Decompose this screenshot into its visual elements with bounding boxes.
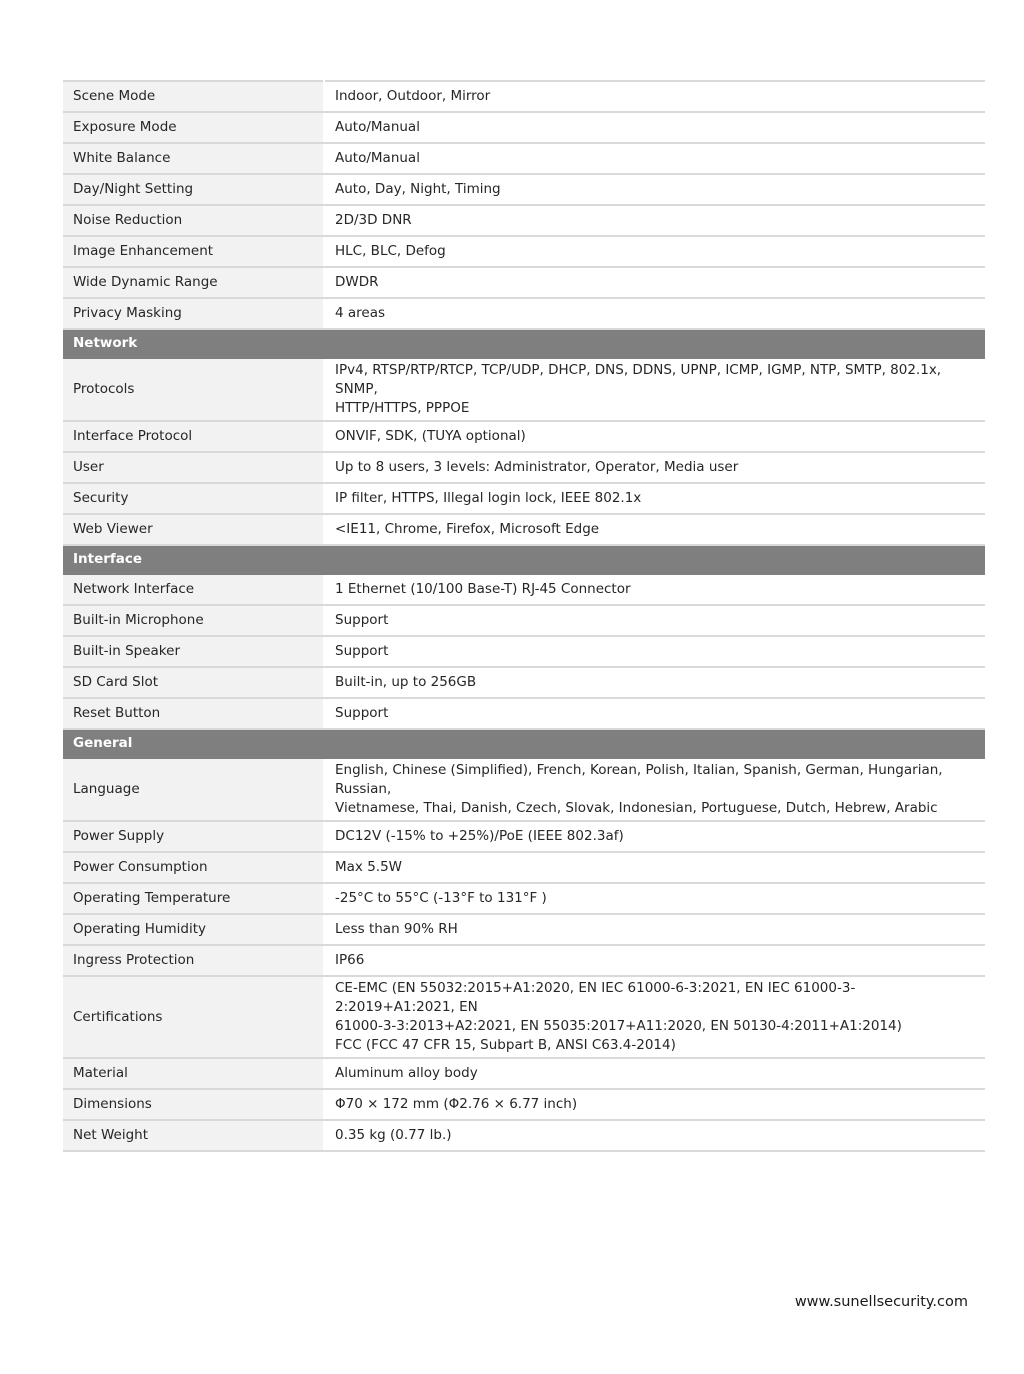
spec-value: Max 5.5W <box>324 852 985 883</box>
spec-label: Network Interface <box>63 574 324 605</box>
spec-label: Wide Dynamic Range <box>63 267 324 298</box>
spec-value: Less than 90% RH <box>324 914 985 945</box>
spec-label: Built-in Speaker <box>63 636 324 667</box>
spec-value: ONVIF, SDK, (TUYA optional) <box>324 421 985 452</box>
spec-label: Operating Humidity <box>63 914 324 945</box>
spec-value: Support <box>324 636 985 667</box>
spec-value <box>324 358 985 421</box>
spec-label: Image Enhancement <box>63 236 324 267</box>
footer-website-url: www.sunellsecurity.com <box>794 1294 968 1310</box>
spec-row-interface-protocol <box>63 421 985 452</box>
spec-row-dimensions <box>63 1089 985 1120</box>
spec-label: Operating Temperature <box>63 883 324 914</box>
section-title: Network <box>63 329 985 358</box>
spec-row-protocols <box>63 358 985 421</box>
spec-label: Reset Button <box>63 698 324 729</box>
spec-value-line: HTTP/HTTPS, PPPOE <box>335 400 470 416</box>
section-header-interface <box>63 545 985 574</box>
spec-label: Web Viewer <box>63 514 324 545</box>
spec-value-line: 61000-3-3:2013+A2:2021, EN 55035:2017+A11:2020, EN 50130-4:2011+A1:2014) <box>335 1018 902 1034</box>
spec-row-sd-card-slot <box>63 667 985 698</box>
spec-label: Security <box>63 483 324 514</box>
spec-row-user <box>63 452 985 483</box>
spec-row-scene-mode <box>63 81 985 112</box>
section-title: Interface <box>63 545 985 574</box>
spec-value: Auto, Day, Night, Timing <box>324 174 985 205</box>
spec-value: IP66 <box>324 945 985 976</box>
spec-value <box>324 976 985 1058</box>
spec-value-line: English, Chinese (Simplified), French, Korean, Polish, Italian, Spanish, German, Hungarian, Russian, <box>335 762 943 797</box>
spec-label: Noise Reduction <box>63 205 324 236</box>
spec-value: HLC, BLC, Defog <box>324 236 985 267</box>
spec-row-noise-reduction <box>63 205 985 236</box>
specification-table <box>63 80 985 1152</box>
spec-row-built-in-speaker <box>63 636 985 667</box>
spec-value: Φ70 × 172 mm (Φ2.76 × 6.77 inch) <box>324 1089 985 1120</box>
spec-value: IP filter, HTTPS, Illegal login lock, IEEE 802.1x <box>324 483 985 514</box>
spec-row-exposure-mode <box>63 112 985 143</box>
spec-label: Interface Protocol <box>63 421 324 452</box>
spec-value: Support <box>324 698 985 729</box>
spec-row-power-supply <box>63 821 985 852</box>
spec-label: Dimensions <box>63 1089 324 1120</box>
spec-value-line: FCC (FCC 47 CFR 15, Subpart B, ANSI C63.4-2014) <box>335 1037 676 1053</box>
spec-row-material <box>63 1058 985 1089</box>
spec-value-line: CE-EMC (EN 55032:2015+A1:2020, EN IEC 61000-6-3:2021, EN IEC 61000-3-2:2019+A1:2021, EN <box>335 980 856 1015</box>
section-header-network <box>63 329 985 358</box>
spec-row-image-enhancement <box>63 236 985 267</box>
spec-value-line: Vietnamese, Thai, Danish, Czech, Slovak, Indonesian, Portuguese, Dutch, Hebrew, Arabic <box>335 800 938 816</box>
specification-table-body <box>63 81 985 1151</box>
spec-value: Aluminum alloy body <box>324 1058 985 1089</box>
spec-value: DC12V (-15% to +25%)/PoE (IEEE 802.3af) <box>324 821 985 852</box>
spec-label: Scene Mode <box>63 81 324 112</box>
spec-row-ingress-protection <box>63 945 985 976</box>
spec-row-wide-dynamic-range <box>63 267 985 298</box>
spec-value: Auto/Manual <box>324 112 985 143</box>
spec-row-white-balance <box>63 143 985 174</box>
spec-label: Built-in Microphone <box>63 605 324 636</box>
spec-row-built-in-microphone <box>63 605 985 636</box>
section-title: General <box>63 729 985 758</box>
spec-row-security <box>63 483 985 514</box>
spec-row-language <box>63 758 985 821</box>
spec-label: User <box>63 452 324 483</box>
spec-value <box>324 758 985 821</box>
spec-value: 0.35 kg (0.77 lb.) <box>324 1120 985 1151</box>
spec-row-operating-temperature <box>63 883 985 914</box>
spec-label: Language <box>63 758 324 821</box>
spec-label: Day/Night Setting <box>63 174 324 205</box>
spec-label: Net Weight <box>63 1120 324 1151</box>
spec-label: Power Supply <box>63 821 324 852</box>
spec-label: Privacy Masking <box>63 298 324 329</box>
spec-label: Protocols <box>63 358 324 421</box>
spec-value: 4 areas <box>324 298 985 329</box>
spec-value: -25°C to 55°C (-13°F to 131°F ) <box>324 883 985 914</box>
spec-value: 2D/3D DNR <box>324 205 985 236</box>
spec-row-operating-humidity <box>63 914 985 945</box>
spec-value: Up to 8 users, 3 levels: Administrator, Operator, Media user <box>324 452 985 483</box>
spec-label: White Balance <box>63 143 324 174</box>
spec-row-certifications <box>63 976 985 1058</box>
spec-value: Support <box>324 605 985 636</box>
spec-row-web-viewer <box>63 514 985 545</box>
spec-label: Exposure Mode <box>63 112 324 143</box>
spec-value: 1 Ethernet (10/100 Base-T) RJ-45 Connector <box>324 574 985 605</box>
spec-label: Certifications <box>63 976 324 1058</box>
spec-row-privacy-masking <box>63 298 985 329</box>
spec-label: Power Consumption <box>63 852 324 883</box>
spec-value-line: IPv4, RTSP/RTP/RTCP, TCP/UDP, DHCP, DNS, DDNS, UPNP, ICMP, IGMP, NTP, SMTP, 802.1x, SNMP, <box>335 362 942 397</box>
spec-label: Ingress Protection <box>63 945 324 976</box>
spec-row-network-interface <box>63 574 985 605</box>
spec-label: Material <box>63 1058 324 1089</box>
spec-row-day-night-setting <box>63 174 985 205</box>
spec-row-net-weight <box>63 1120 985 1151</box>
spec-value: Indoor, Outdoor, Mirror <box>324 81 985 112</box>
spec-value: Built-in, up to 256GB <box>324 667 985 698</box>
spec-row-power-consumption <box>63 852 985 883</box>
spec-value: DWDR <box>324 267 985 298</box>
spec-value: Auto/Manual <box>324 143 985 174</box>
spec-value: <IE11, Chrome, Firefox, Microsoft Edge <box>324 514 985 545</box>
spec-label: SD Card Slot <box>63 667 324 698</box>
section-header-general <box>63 729 985 758</box>
spec-row-reset-button <box>63 698 985 729</box>
